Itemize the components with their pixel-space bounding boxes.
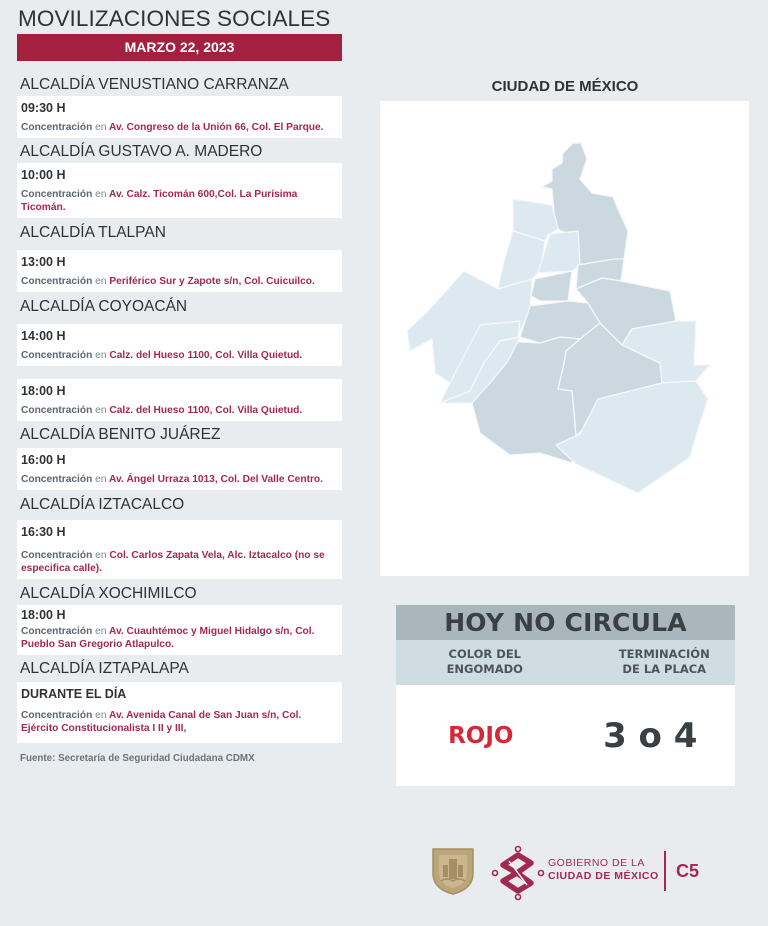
event-location: Col. Carlos Zapata Vela, Alc. Iztacalco (no se especifica calle). xyxy=(21,550,325,574)
event-location: Av. Cuauhtémoc y Miguel Hidalgo s/n, Col. Pueblo San Gregorio Atlapulco. xyxy=(21,626,315,650)
event-description: Concentración en Calz. del Hueso 1100, Col. Villa Quietud. xyxy=(21,350,303,361)
page-title: MOVILIZACIONES SOCIALES xyxy=(18,6,331,31)
hoy-no-circula-values xyxy=(396,685,735,786)
event-description: Concentración en Calz. del Hueso 1100, Col. Villa Quietud. xyxy=(21,405,303,416)
cdmx-shield-icon xyxy=(431,847,475,895)
alcaldia-heading: ALCALDÍA GUSTAVO A. MADERO xyxy=(20,143,263,160)
cdmx-map-icon xyxy=(380,101,749,576)
event-description: Concentración en Av. Calz. Ticomán 600,Col. La Purísima Ticomán. xyxy=(21,189,298,213)
alcaldia-heading: ALCALDÍA XOCHIMILCO xyxy=(20,585,197,602)
event-description: Concentración en Av. Avenida Canal de San Juan s/n, Col. Ejército Constitucionalista I II y III, xyxy=(21,710,302,734)
event-card xyxy=(17,250,342,292)
event-card xyxy=(17,163,342,218)
alcaldia-heading: ALCALDÍA IZTAPALAPA xyxy=(20,660,189,677)
gobierno-cdmx-text: GOBIERNO DE LA CIUDAD DE MÉXICO xyxy=(548,857,659,882)
event-time: 16:30 H xyxy=(21,525,66,539)
map-title: CIUDAD DE MÉXICO xyxy=(491,78,639,95)
cdmx-map xyxy=(380,101,749,576)
event-description: Concentración en Av. Congreso de la Unión 66, Col. El Parque. xyxy=(21,122,324,133)
event-time: 18:00 H xyxy=(21,384,66,398)
event-description: Concentración en Av. Cuauhtémoc y Miguel Hidalgo s/n, Col. Pueblo San Gregorio Atlapulco. xyxy=(21,626,315,650)
source-note: Fuente: Secretaría de Seguridad Ciudadana CDMX xyxy=(20,753,255,764)
event-time: 14:00 H xyxy=(21,329,66,343)
event-card xyxy=(17,520,342,579)
date-banner: MARZO 22, 2023 xyxy=(17,34,342,61)
hoy-no-circula-headers xyxy=(396,640,735,685)
footer-logos xyxy=(431,845,721,900)
event-card xyxy=(17,682,342,743)
event-description: Concentración en Periférico Sur y Zapote s/n, Col. Cuicuilco. xyxy=(21,276,315,287)
alcaldia-heading: ALCALDÍA IZTACALCO xyxy=(20,496,185,513)
event-card xyxy=(17,96,342,138)
event-card xyxy=(17,324,342,366)
event-description: Concentración en Col. Carlos Zapata Vela, Alc. Iztacalco (no se especifica calle). xyxy=(21,550,325,574)
placa-header: TERMINACIÓN DE LA PLACA xyxy=(618,647,710,676)
event-location: Av. Calz. Ticomán 600,Col. La Purísima Ticomán. xyxy=(21,189,298,213)
event-description: Concentración en Av. Ángel Urraza 1013, Col. Del Valle Centro. xyxy=(21,474,323,485)
event-location: Calz. del Hueso 1100, Col. Villa Quietud. xyxy=(109,405,303,416)
event-card xyxy=(17,379,342,421)
alcaldia-heading: ALCALDÍA VENUSTIANO CARRANZA xyxy=(20,76,289,93)
event-time: 10:00 H xyxy=(21,168,66,182)
event-time: DURANTE EL DÍA xyxy=(21,687,127,701)
alcaldia-heading: ALCALDÍA BENITO JUÁREZ xyxy=(20,426,221,443)
gobierno-cdmx-logo-icon xyxy=(491,845,545,901)
hoy-no-circula-title: HOY NO CIRCULA xyxy=(396,605,735,640)
event-time: 16:00 H xyxy=(21,453,66,467)
event-location: Calz. del Hueso 1100, Col. Villa Quietud. xyxy=(109,350,303,361)
logo-divider xyxy=(664,851,666,891)
placa-value: 3 o 4 xyxy=(603,715,698,756)
event-time: 09:30 H xyxy=(21,101,66,115)
c5-logo: C5 xyxy=(676,861,700,881)
event-time: 18:00 H xyxy=(21,608,66,622)
event-location: Av. Avenida Canal de San Juan s/n, Col. Ejército Constitucionalista I II y III, xyxy=(21,710,302,734)
alcaldia-heading: ALCALDÍA COYOACÁN xyxy=(20,298,188,315)
event-card xyxy=(17,448,342,490)
events-list xyxy=(17,74,342,764)
event-location: Av. Congreso de la Unión 66, Col. El Parque. xyxy=(108,122,324,133)
engomado-header: COLOR DEL ENGOMADO xyxy=(446,647,523,676)
event-card xyxy=(17,605,342,655)
alcaldia-heading: ALCALDÍA TLALPAN xyxy=(20,224,166,241)
hoy-no-circula-panel xyxy=(396,605,735,786)
event-location: Av. Ángel Urraza 1013, Col. Del Valle Centro. xyxy=(108,474,323,485)
event-location: Periférico Sur y Zapote s/n, Col. Cuicuilco. xyxy=(109,276,315,287)
engomado-value: ROJO xyxy=(448,722,514,749)
event-time: 13:00 H xyxy=(21,255,66,269)
